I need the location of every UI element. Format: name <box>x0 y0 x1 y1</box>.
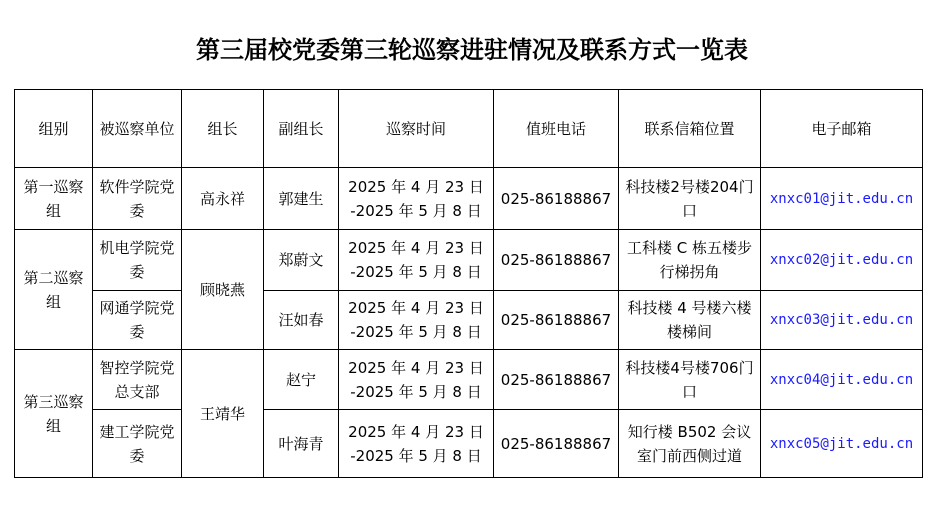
email-link[interactable]: xnxc02@jit.edu.cn <box>761 230 923 291</box>
group-name-cell: 第三巡察组 <box>15 350 93 478</box>
leader-cell: 王靖华 <box>182 350 264 478</box>
mailbox-cell: 工科楼 C 栋五楼步行梯拐角 <box>619 230 761 291</box>
phone-cell: 025-86188867 <box>494 168 619 230</box>
phone-cell: 025-86188867 <box>494 230 619 291</box>
leader-cell: 高永祥 <box>182 168 264 230</box>
group-name-cell: 第二巡察组 <box>15 230 93 350</box>
deputy-cell: 叶海青 <box>264 410 339 478</box>
time-cell: 2025 年 4 月 23 日 -2025 年 5 月 8 日 <box>339 230 494 291</box>
deputy-cell: 汪如春 <box>264 291 339 350</box>
header-cell: 组别 <box>15 90 93 168</box>
header-cell: 值班电话 <box>494 90 619 168</box>
time-cell: 2025 年 4 月 23 日 -2025 年 5 月 8 日 <box>339 291 494 350</box>
header-cell: 巡察时间 <box>339 90 494 168</box>
mailbox-cell: 科技楼 4 号楼六楼楼梯间 <box>619 291 761 350</box>
unit-cell: 智控学院党总支部 <box>93 350 182 410</box>
unit-cell: 软件学院党委 <box>93 168 182 230</box>
page-title: 第三届校党委第三轮巡察进驻情况及联系方式一览表 <box>196 35 748 64</box>
email-link[interactable]: xnxc05@jit.edu.cn <box>761 410 923 478</box>
table-row <box>15 350 923 410</box>
table-row <box>15 410 923 478</box>
email-link[interactable]: xnxc01@jit.edu.cn <box>761 168 923 230</box>
header-cell: 副组长 <box>264 90 339 168</box>
inspection-table <box>14 89 923 478</box>
header-cell: 联系信箱位置 <box>619 90 761 168</box>
table-row <box>15 168 923 230</box>
header-cell: 组长 <box>182 90 264 168</box>
email-link[interactable]: xnxc03@jit.edu.cn <box>761 291 923 350</box>
phone-cell: 025-86188867 <box>494 291 619 350</box>
time-cell: 2025 年 4 月 23 日 -2025 年 5 月 8 日 <box>339 168 494 230</box>
time-cell: 2025 年 4 月 23 日 -2025 年 5 月 8 日 <box>339 350 494 410</box>
deputy-cell: 赵宁 <box>264 350 339 410</box>
header-cell: 被巡察单位 <box>93 90 182 168</box>
phone-cell: 025-86188867 <box>494 350 619 410</box>
leader-cell: 顾晓燕 <box>182 230 264 350</box>
mailbox-cell: 知行楼 B502 会议室门前西侧过道 <box>619 410 761 478</box>
group-name-cell: 第一巡察组 <box>15 168 93 230</box>
mailbox-cell: 科技楼4号楼706门口 <box>619 350 761 410</box>
unit-cell: 网通学院党委 <box>93 291 182 350</box>
table-header-row <box>15 90 923 168</box>
time-cell: 2025 年 4 月 23 日 -2025 年 5 月 8 日 <box>339 410 494 478</box>
table-row <box>15 291 923 350</box>
mailbox-cell: 科技楼2号楼204门口 <box>619 168 761 230</box>
unit-cell: 机电学院党委 <box>93 230 182 291</box>
unit-cell: 建工学院党委 <box>93 410 182 478</box>
phone-cell: 025-86188867 <box>494 410 619 478</box>
deputy-cell: 郑蔚文 <box>264 230 339 291</box>
deputy-cell: 郭建生 <box>264 168 339 230</box>
email-link[interactable]: xnxc04@jit.edu.cn <box>761 350 923 410</box>
header-cell: 电子邮箱 <box>761 90 923 168</box>
table-row <box>15 230 923 291</box>
